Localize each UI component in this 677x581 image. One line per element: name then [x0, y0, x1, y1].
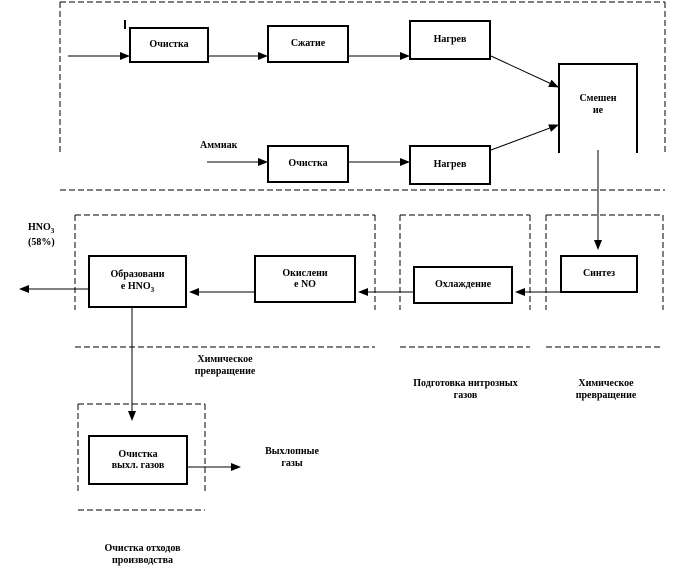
hno3-formula — [28, 222, 55, 235]
waste-line2: производства — [112, 555, 173, 566]
chem-right-line2: превращение — [575, 390, 637, 401]
hno3-concentration: (58%) — [28, 237, 55, 249]
hno3-text: HNO — [28, 222, 51, 233]
gas-cleaning-label-line1: Очистка — [118, 448, 158, 460]
hno3-product-label — [28, 222, 55, 249]
formation-label-subscript: 3 — [150, 285, 155, 294]
compression-box: Сжатие — [267, 25, 349, 63]
mixing-box — [558, 63, 638, 153]
exhaust-gases-label — [252, 446, 332, 470]
synthesis-box: Синтез — [560, 255, 638, 293]
formation-label-line1: Образовани — [110, 269, 165, 281]
oxidation-label-line1: Окислени — [282, 267, 328, 279]
exhaust-line1: Выхлопные — [265, 446, 319, 457]
gas-cleaning-label-line2: выхл. газов — [111, 460, 165, 471]
oxidation-label-line2: е NO — [294, 279, 316, 290]
nitrous-line1: Подготовка нитрозных — [413, 378, 518, 389]
exhaust-line2: газы — [281, 458, 303, 469]
ammonia-label: Аммиак — [200, 140, 238, 151]
formation-label-formula: е HNO — [120, 280, 151, 292]
chem-left-line2: превращение — [194, 366, 256, 377]
heating-box-bottom: Нагрев — [409, 145, 491, 185]
chemical-transformation-label-left — [170, 354, 280, 378]
hno3-formation-box — [88, 255, 187, 308]
nitrous-line2: газов — [453, 390, 478, 401]
mixing-label-line2: ие — [592, 105, 604, 116]
chem-right-line1: Химическое — [578, 378, 634, 389]
waste-line1: Очистка отходов — [104, 543, 181, 554]
chem-left-line1: Химическое — [197, 354, 253, 365]
no-oxidation-box — [254, 255, 356, 303]
heating-box-top: Нагрев — [409, 20, 491, 60]
waste-cleaning-label — [70, 543, 215, 567]
cooling-box: Охлаждение — [413, 266, 513, 304]
ammonia-cleaning-box: Очистка — [267, 145, 349, 183]
chemical-transformation-label-right — [551, 378, 661, 402]
mixing-label-line1: Смешен — [579, 93, 617, 104]
nitrous-gas-prep-label — [393, 378, 538, 402]
exhaust-cleaning-box — [88, 435, 188, 485]
formation-label-line2 — [121, 281, 154, 294]
cleaning-box: Очистка — [129, 27, 209, 63]
hno3-subscript: 3 — [50, 227, 55, 235]
